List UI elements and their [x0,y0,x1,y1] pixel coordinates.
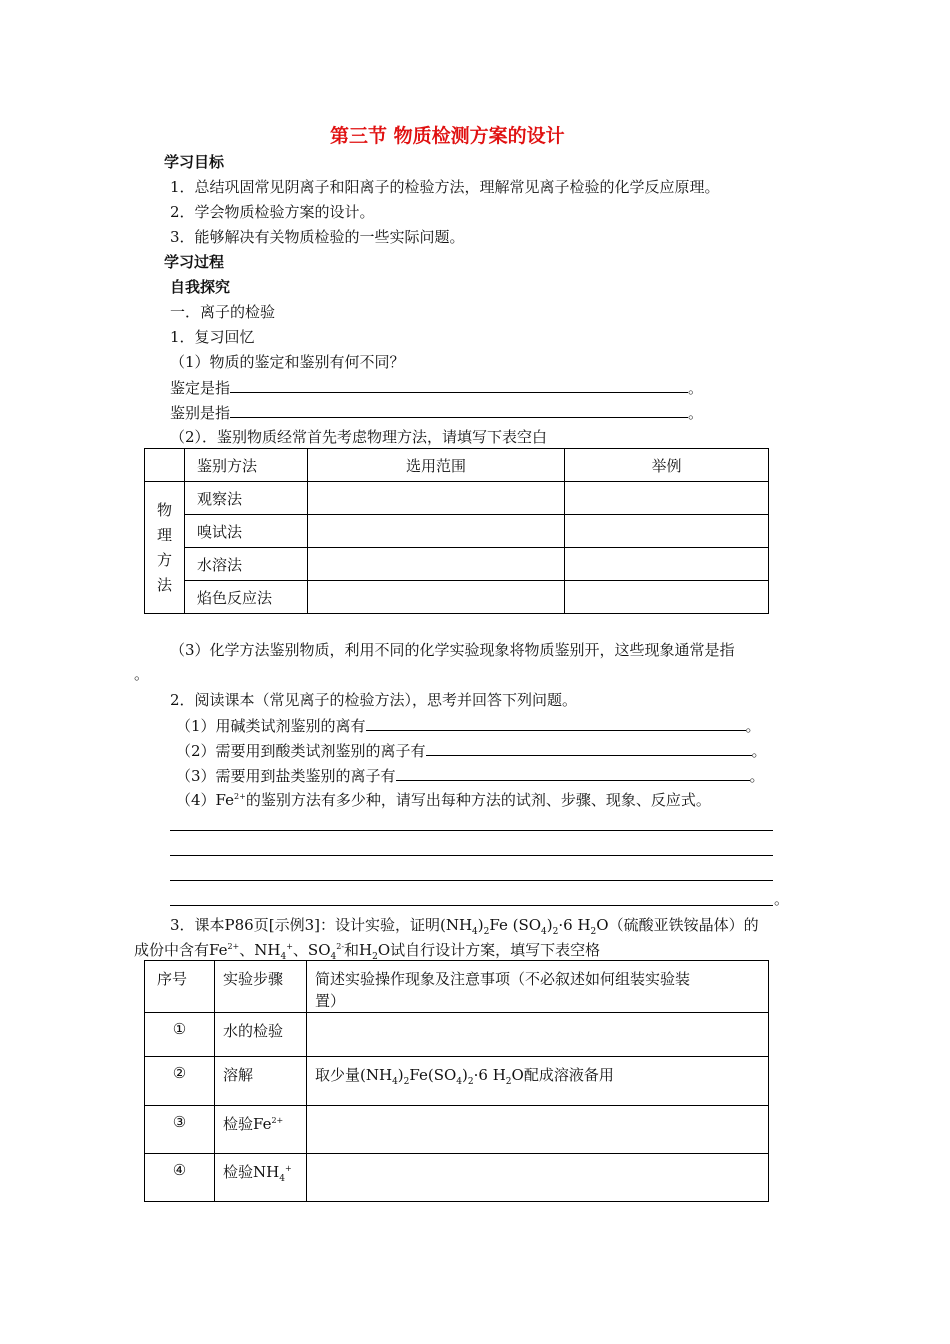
objective-item: 2．学会物质检验方案的设计。 [170,203,375,221]
table-header-cell: 序号 [145,961,215,1013]
objective-item: 1．总结巩固常见阴离子和阳离子的检验方法，理解常见离子检验的化学反应原理。 [170,178,720,196]
page-title: 第三节 物质检测方案的设计 [330,125,565,147]
review-heading: 1．复习回忆 [170,328,255,346]
table-header-cell [145,449,185,482]
question-3: （3）化学方法鉴别物质，利用不同的化学实验现象将物质鉴别开，这些现象通常是指 [170,641,735,659]
desc-header-line: 简述实验操作现象及注意事项（不必叙述如何组装实验装 [315,970,691,988]
period: 。 [688,379,704,397]
question-3-end: 。 [134,665,150,683]
period: 。 [745,717,761,735]
self-explore-heading: 自我探究 [170,278,231,296]
answer-line[interactable] [170,880,773,881]
distinguish-blank[interactable] [230,402,688,418]
desc-cell[interactable] [307,1154,769,1202]
example-cell[interactable] [565,548,769,581]
group-label-char: 方 [156,550,172,569]
period: 。 [688,404,704,422]
reading-intro: 2．阅读课本（常见离子的检验方法），思考并回答下列问题。 [170,691,578,709]
objectives-heading: 学习目标 [164,153,225,171]
desc-cell[interactable]: 取少量$(NH_4)_2Fe(SO_4)_2\cdot 6$ $H_2O$配成溶液备用 [307,1057,769,1106]
example-line-2: 成份中含有$Fe^{2+}$、$NH_4^+$、$SO_4^{2-}$和$H_2O$试自行设计方案，填写下表空格 [134,941,601,962]
table-header-cell: 实验步骤 [215,961,307,1013]
distinguish-line [170,402,703,423]
identify-line [170,377,703,398]
group-label-char: 物 [156,500,172,519]
example-cell[interactable] [565,482,769,515]
step-name: 检验$Fe^{2+}$ [215,1106,307,1154]
answer-blank[interactable] [396,765,750,781]
answer-line[interactable] [170,830,773,831]
row-number: ② [145,1057,215,1106]
table-row [145,548,769,581]
answer-blank[interactable] [426,740,752,756]
reading-q4 [176,790,711,810]
desc-header-line: 置） [315,992,346,1010]
reading-q2 [176,740,767,761]
method-name: 水溶法 [185,548,308,581]
group-label-char: 理 [156,525,172,544]
table-header-cell: 选用范围 [308,449,565,482]
reading-q1 [176,715,761,736]
scope-cell[interactable] [308,482,565,515]
period: 。 [749,767,765,785]
identify-label: 鉴定是指 [170,379,231,397]
step-name: 水的检验 [215,1013,307,1057]
method-name: 嗅试法 [185,515,308,548]
superscript: 2+ [234,792,246,801]
row-number: ① [145,1013,215,1057]
answer-line[interactable] [170,855,773,856]
reading-q4-text: 的鉴别方法有多少种，请写出每种方法的试剂、步骤、现象、反应式。 [245,791,711,809]
group-label-char: 法 [156,575,172,594]
distinguish-label: 鉴别是指 [170,404,231,422]
table-row [145,1154,769,1202]
identify-blank[interactable] [230,377,688,393]
section-one-heading: 一．离子的检验 [170,303,276,321]
row-number: ③ [145,1106,215,1154]
experiment-design-table [144,960,769,1202]
table-header-row [145,961,769,1013]
step-name: 检验$NH_4^+$ [215,1154,307,1202]
table-row [145,1106,769,1154]
table-row [145,515,769,548]
answer-line[interactable] [170,905,773,906]
method-name: 焰色反应法 [185,581,308,614]
scope-cell[interactable] [308,548,565,581]
reading-q3-label: （3）需要用到盐类鉴别的离子有 [176,767,396,785]
step-name: 溶解 [215,1057,307,1106]
physical-method-group-label [145,482,185,614]
table-row [145,1057,769,1106]
table-header-row [145,449,769,482]
reading-q1-label: （1）用碱类试剂鉴别的离有 [176,717,366,735]
example-cell[interactable] [565,581,769,614]
scope-cell[interactable] [308,581,565,614]
table-header-cell: 鉴别方法 [185,449,308,482]
table-row [145,581,769,614]
example-cell[interactable] [565,515,769,548]
reading-q2-label: （2）需要用到酸类试剂鉴别的离子有 [176,742,426,760]
reading-q3 [176,765,765,786]
question-2: （2）．鉴别物质经常首先考虑物理方法，请填写下表空白 [170,428,548,446]
period: 。 [751,742,767,760]
reading-q4-text: （4）Fe [176,791,235,809]
table-header-cell: 举例 [565,449,769,482]
physical-methods-table [144,448,769,614]
table-row [145,482,769,515]
scope-cell[interactable] [308,515,565,548]
method-name: 观察法 [185,482,308,515]
process-heading: 学习过程 [164,253,225,271]
table-row [145,1013,769,1057]
example-line-1: 3．课本P86页[示例3]：设计实验，证明$(NH_4)_2Fe$ $(SO_4)_2\cdot 6$ $H_2O$（硫酸亚铁铵晶体）的 [170,916,759,937]
row-number: ④ [145,1154,215,1202]
desc-cell[interactable] [307,1106,769,1154]
desc-cell[interactable] [307,1013,769,1057]
objective-item: 3．能够解决有关物质检验的一些实际问题。 [170,228,465,246]
table-header-cell [307,961,769,1013]
question-1: （1）物质的鉴定和鉴别有何不同？ [170,353,405,371]
answer-end-mark: 。 [774,890,790,908]
answer-blank[interactable] [366,715,746,731]
